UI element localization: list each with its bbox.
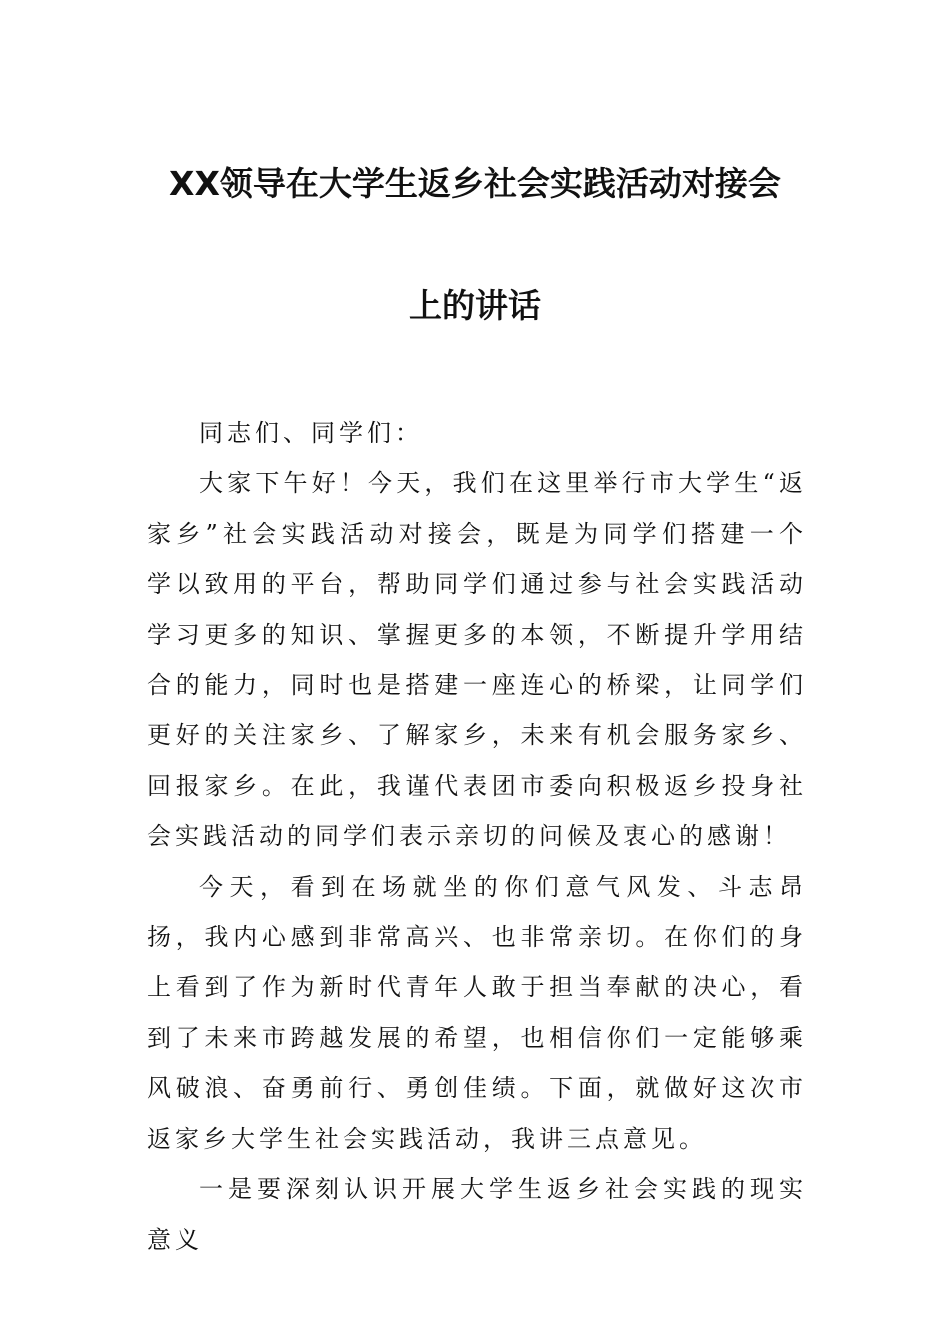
document-body	[147, 408, 807, 1265]
salutation-paragraph: 同志们、同学们：	[199, 419, 423, 447]
body-paragraph: 大家下午好！今天，我们在这里举行市大学生“返家乡”社会实践活动对接会，既是为同学们搭建一个学以致用的平台，帮助同学们通过参与社会实践活动学习更多的知识、掌握更多的本领，不断提升学用结合的能力，同时也是搭建一座连心的桥梁，让同学们更好的关注家乡、了解家乡，未来有机会服务家乡、回报家乡。在此，我谨代表团市委向积极返乡投身社会实践活动的同学们表示亲切的问候及衷心的感谢！	[147, 469, 807, 851]
body-paragraph: 今天，看到在场就坐的你们意气风发、斗志昂扬，我内心感到非常高兴、也非常亲切。在你们的身上看到了作为新时代青年人敢于担当奉献的决心，看到了未来市跨越发展的希望，也相信你们一定能够乘风破浪、奋勇前行、勇创佳绩。下面，就做好这次市返家乡大学生社会实践活动，我讲三点意见。	[147, 872, 807, 1153]
document-title-line-2: 上的讲话	[409, 286, 541, 325]
document-title-line-1: XX领导在大学生返乡社会实践活动对接会	[169, 164, 781, 203]
body-paragraph: 一是要深刻认识开展大学生返乡社会实践的现实意义	[147, 1175, 807, 1254]
